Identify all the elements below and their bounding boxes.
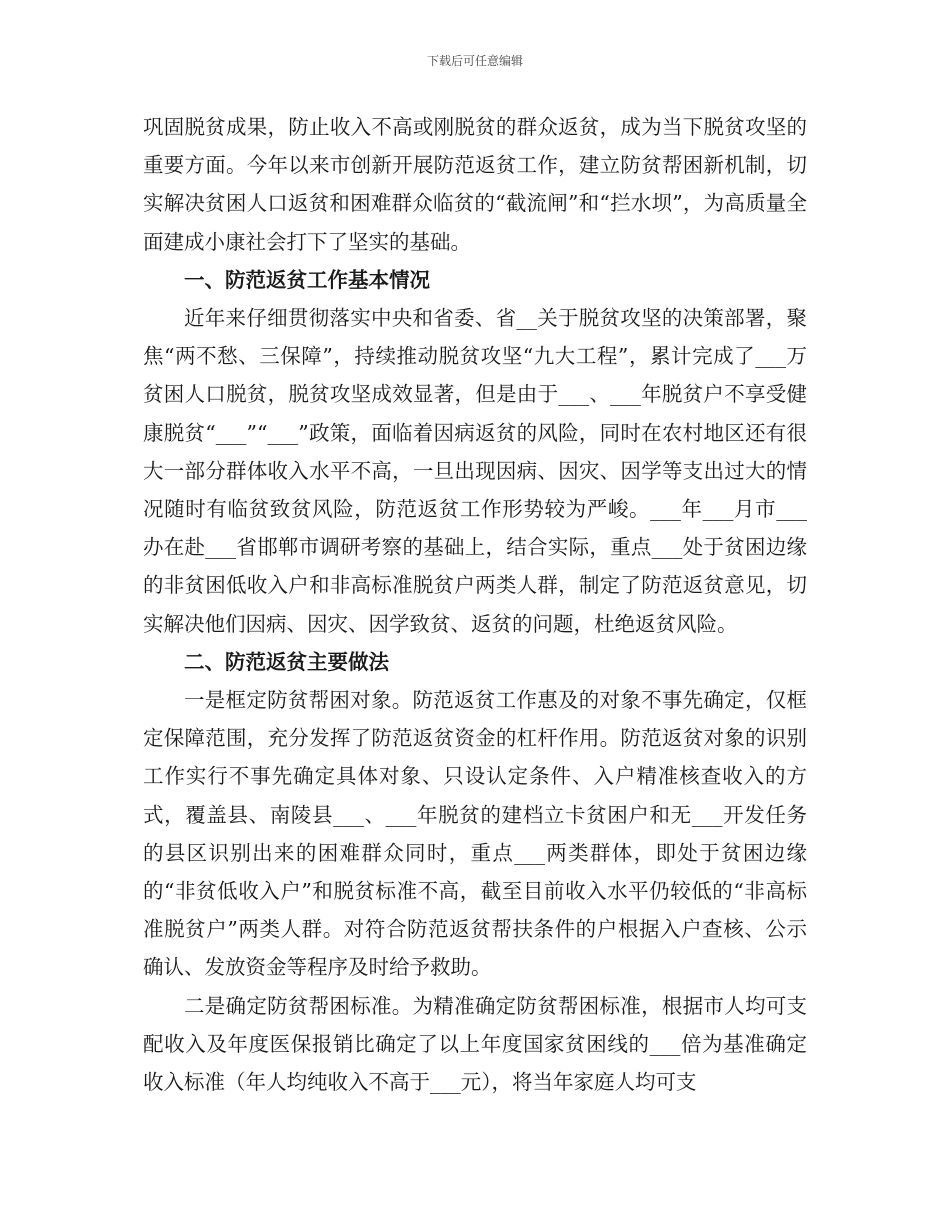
section-1-paragraph: 近年来仔细贯彻落实中央和省委、省__关于脱贫攻坚的决策部署，聚焦“两不愁、三保障”，持续推动脱贫攻坚“九大工程”，累计完成了___万贫困人口脱贫，脱贫攻坚成效显著，但是由于___、___年脱贫户不享受健康脱贫“___”“___”政策，面临着因病返贫的风险，同时在农村地区还有很大一部分群体收入水平不高，一旦出现因病、因灾、因学等支出过大的情况随时有临贫致贫风险，防范返贫工作形势较为严峻。___年___月市___办在赴___省邯郸市调研考察的基础上，结合实际，重点___处于贫困边缘的非贫困低收入户和非高标准脱贫户两类人群，制定了防范返贫意见，切实解决他们因病、因灾、因学致贫、返贫的问题，杜绝返贫风险。 [143, 306, 807, 636]
document-body [143, 108, 807, 1101]
page-header: 下载后可任意编辑 [426, 54, 523, 68]
section-heading-2: 二、防范返贫主要做法 [184, 649, 389, 674]
section-heading-1: 一、防范返贫工作基本情况 [184, 267, 430, 292]
intro-paragraph: 巩固脱贫成果，防止收入不高或刚脱贫的群众返贫，成为当下脱贫攻坚的重要方面。今年以来市创新开展防范返贫工作，建立防贫帮困新机制，切实解决贫困人口返贫和困难群众临贫的“截流闸”和“拦水坝”，为高质量全面建成小康社会打下了坚实的基础。 [143, 115, 807, 254]
section-2-paragraph-1: 一是框定防贫帮困对象。防范返贫工作惠及的对象不事先确定，仅框定保障范围，充分发挥了防范返贫资金的杠杆作用。防范返贫对象的识别工作实行不事先确定具体对象、只设认定条件、入户精准核查收入的方式，覆盖县、南陵县___、___年脱贫的建档立卡贫困户和无___开发任务的县区识别出来的困难群众同时，重点___两类群体，即处于贫困边缘的“非贫低收入户”和脱贫标准不高，截至目前收入水平仍较低的“非高标准脱贫户”两类人群。对符合防范返贫帮扶条件的户根据入户查核、公示确认、发放资金等程序及时给予救助。 [143, 688, 807, 980]
section-2-paragraph-2: 二是确定防贫帮困标准。为精准确定防贫帮困标准，根据市人均可支配收入及年度医保报销比确定了以上年度国家贫困线的___倍为基准确定收入标准（年人均纯收入不高于___元），将当年家庭人均可支 [143, 993, 807, 1095]
